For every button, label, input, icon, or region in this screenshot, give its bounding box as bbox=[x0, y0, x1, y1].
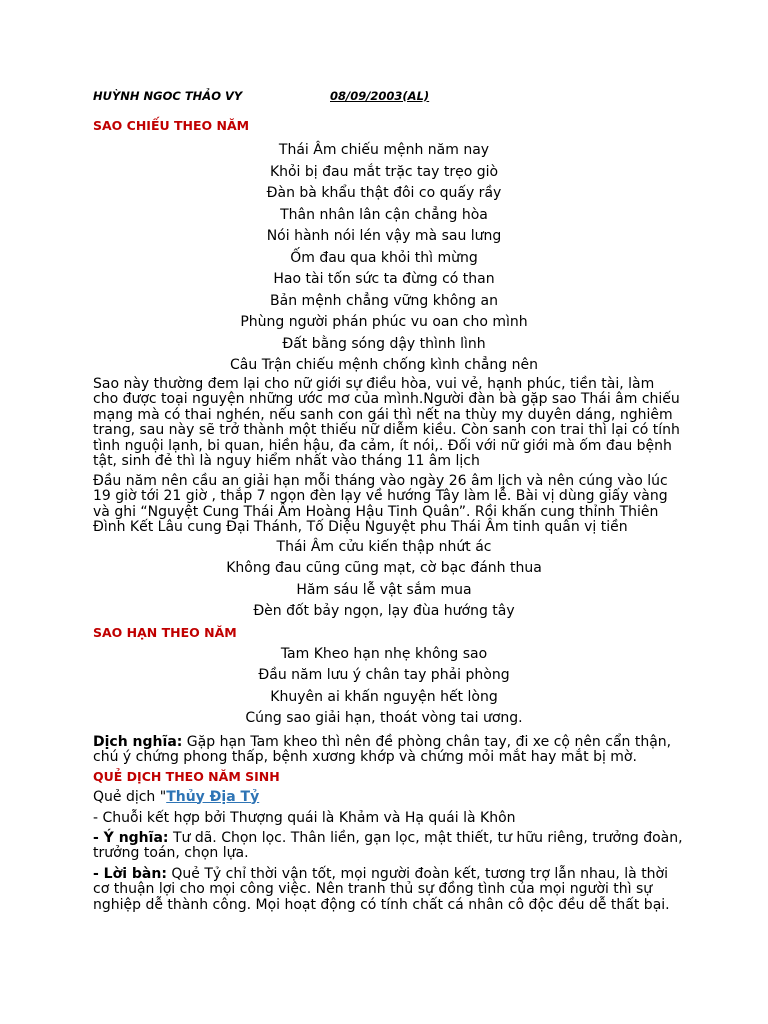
poem-sao-chieu bbox=[93, 140, 675, 377]
poem-line: Thân nhân lân cận chẳng hòa bbox=[280, 206, 488, 223]
poem-line: Hăm sáu lễ vật sắm mua bbox=[296, 581, 472, 598]
loi-ban-text: Quẻ Tỷ chỉ thời vận tốt, mọi người đoàn kết, tương trợ lẫn nhau, là thời cơ thuận lợi cho mọi công việc. Nên tranh thủ sự đồng tình của mọi người thì sự nghiệp dễ thành công. Mọi hoạt động có tính chất cá nhân cô độc đều dễ thất bại. bbox=[93, 865, 670, 913]
que-dich-line bbox=[93, 788, 683, 806]
poem-line: Hao tài tốn sức ta đừng có than bbox=[273, 271, 495, 287]
section-title-sao-han: SAO HẠN THEO NĂM bbox=[93, 624, 237, 640]
poem-line: Phùng người phán phúc vu oan cho mình bbox=[240, 314, 528, 330]
poem-line: Bản mệnh chẳng vững không an bbox=[270, 292, 498, 309]
poem-line: Khuyên ai khấn nguyện hết lòng bbox=[270, 688, 498, 705]
paragraph-dich-nghia bbox=[93, 735, 683, 766]
que-dich-link[interactable]: Thủy Địa Tỷ bbox=[166, 788, 260, 805]
poem-sao-han bbox=[93, 644, 675, 730]
paragraph-sao-thai-am: Sao này thường đem lại cho nữ giới sự điều hòa, vui vẻ, hạnh phúc, tiền tài, làm cho được toại nguyện những ước mơ của mình.Người đàn bà gặp sao Thái âm chiếu mạng mà có thai nghén, nếu sanh con gái thì nết na thùy my duyên dáng, nghiêm trang, sau này sẽ trở thành một thiếu nữ diễm kiều. Còn sanh con trai thì lại có tính tình nguội lạnh, bi quan, hiền hậu, đa cảm, ít nói,. Đối với nữ giới mà ốm đau bệnh tật, sinh đẻ thì là nguy hiểm nhất vào tháng 11 âm lịch bbox=[93, 375, 680, 469]
loi-ban-label: - Lời bàn: bbox=[93, 865, 167, 882]
poem-line: Thái Âm chiếu mệnh năm nay bbox=[278, 142, 490, 158]
person-name: HUỲNH NGOC THẢO VY bbox=[93, 89, 243, 103]
poem-line: Đất bằng sóng dậy thình lình bbox=[282, 335, 486, 352]
y-nghia-label: - Ý nghĩa: bbox=[93, 829, 169, 846]
header-line bbox=[93, 88, 683, 104]
poem-thai-am bbox=[93, 537, 675, 623]
poem-line: Không đau cũng cũng mạt, cờ bạc đánh thua bbox=[226, 560, 542, 576]
poem-line: Đàn bà khẩu thật đôi co quấy rầy bbox=[266, 185, 502, 201]
document-page bbox=[93, 88, 683, 913]
poem-line: Ốm đau qua khỏi thì mừng bbox=[290, 249, 478, 266]
y-nghia-text: Tư dã. Chọn lọc. Thân liền, gạn lọc, mật thiết, tư hữu riêng, trưởng đoàn, trưởng toán, chọn lựa. bbox=[93, 829, 683, 861]
que-combination: - Chuỗi kết hợp bởi Thượng quái là Khảm và Hạ quái là Khôn bbox=[93, 809, 516, 826]
poem-line: Nói hành nói lén vậy mà sau lưng bbox=[266, 228, 502, 244]
dich-nghia-label: Dịch nghĩa: bbox=[93, 733, 183, 750]
section-title-que-dich: QUẺ DỊCH THEO NĂM SINH bbox=[93, 768, 280, 784]
poem-line: Thái Âm cửu kiến thập nhứt ác bbox=[276, 538, 492, 555]
poem-line: Khỏi bị đau mắt trặc tay trẹo giò bbox=[269, 163, 499, 180]
paragraph-cau-an: Đầu năm nên cầu an giải hạn mỗi tháng vào ngày 26 âm lịch và nên cúng vào lúc 19 giờ tới 21 giờ , thắp 7 ngọn đèn lạy về hướng Tây làm lễ. Bài vị dùng giấy vàng và ghi “Nguyệt Cung Thái Âm Hoàng Hậu Tinh Quân”. Rồi khấn cung thỉnh Thiên Đình Kết Lâu cung Đại Thánh, Tố Diệu Nguyệt phu Thái Âm tinh quân vị tiền bbox=[93, 472, 668, 535]
que-dich-prefix: Quẻ dịch " bbox=[93, 788, 167, 805]
poem-line: Tam Kheo hạn nhẹ không sao bbox=[280, 645, 488, 662]
poem-line: Đầu năm lưu ý chân tay phải phòng bbox=[258, 667, 510, 683]
poem-line: Câu Trận chiếu mệnh chống kình chẳng nên bbox=[230, 357, 538, 373]
poem-line: Đèn đốt bảy ngọn, lạy đùa hướng tây bbox=[253, 603, 515, 619]
birth-date: 08/09/2003(AL) bbox=[330, 89, 430, 103]
dich-nghia-text: Gặp hạn Tam kheo thì nên đề phòng chân tay, đi xe cộ nên cẩn thận, chú ý chứng phong thấp, bệnh xương khớp và chứng mỏi mắt hay mắt bị mờ. bbox=[93, 733, 672, 765]
poem-line: Cúng sao giải hạn, thoát vòng tai ương. bbox=[245, 710, 523, 726]
paragraph-loi-ban bbox=[93, 867, 683, 914]
paragraph-y-nghia bbox=[93, 831, 683, 862]
section-title-sao-chieu: SAO CHIẾU THEO NĂM bbox=[93, 118, 250, 133]
